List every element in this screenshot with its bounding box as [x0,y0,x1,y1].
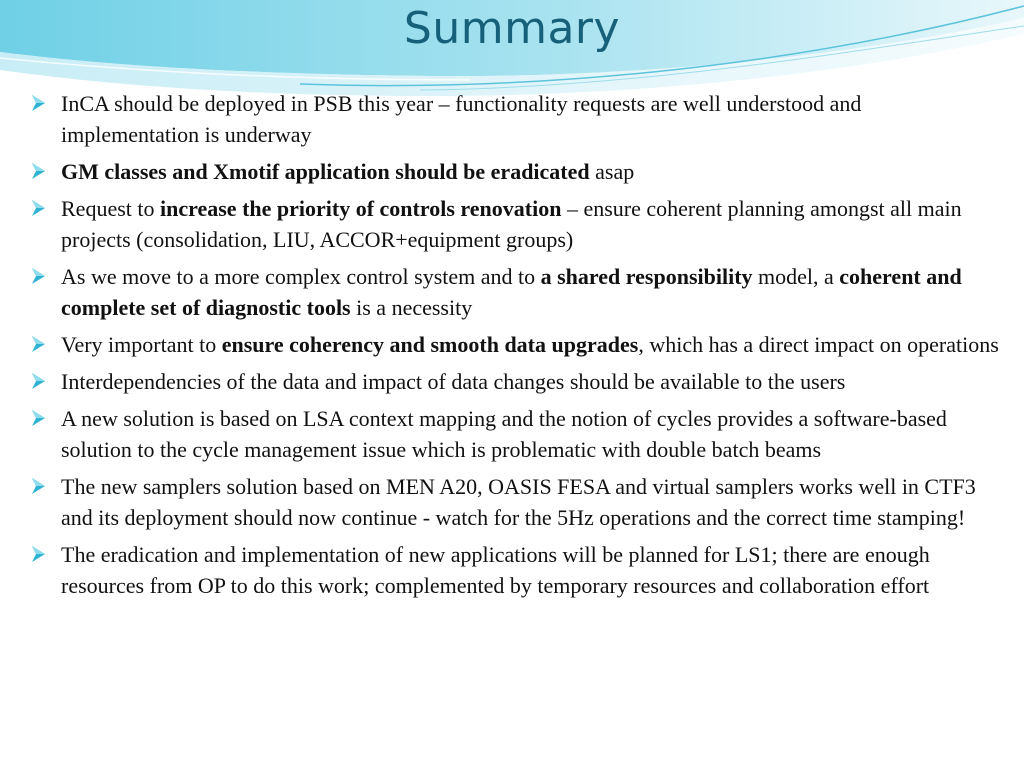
arrowhead-bullet-icon [31,267,46,285]
bullet-text [61,196,962,252]
bullet-item [0,88,1000,150]
bullet-text [61,332,999,357]
arrowhead-bullet-icon [31,94,46,112]
slide-title: Summary [403,3,621,54]
bullet-emphasis: a shared responsibility [540,264,753,289]
bullet-text [61,91,861,147]
bullet-segment: The new samplers solution based on MEN A20, OASIS FESA and virtual samplers works well in CTF3 and its deployment should now continue - watch for the 5Hz operations and the correct time stamping! [61,474,976,530]
bullet-emphasis: GM classes and Xmotif application should be eradicated [61,159,590,184]
bullet-text [61,159,634,184]
bullet-segment: A new solution is based on LSA context mapping and the notion of cycles provides a software-based solution to the cycle management issue which is problematic with double batch beams [61,406,947,462]
bullet-item [0,261,1000,323]
bullet-item [0,403,1000,465]
bullet-text [61,369,845,394]
bullet-item [0,193,1000,255]
bullet-segment: Request to [61,196,160,221]
bullet-emphasis: ensure coherency and smooth data upgrades [221,332,639,357]
bullet-item [0,329,1000,360]
arrowhead-bullet-icon [31,335,46,353]
arrowhead-bullet-icon [31,477,46,495]
bullet-text [61,474,976,530]
bullet-segment: The eradication and implementation of new applications will be planned for LS1; there are enough resources from OP to do this work; complemented by temporary resources and collaboration effort [61,542,930,598]
bullet-text [61,542,930,598]
bullet-segment: is a necessity [350,295,473,320]
arrowhead-bullet-icon [31,199,46,217]
bullet-segment: asap [589,159,635,184]
bullet-segment: Very important to [61,332,222,357]
bullet-item [0,156,1000,187]
bullet-item [0,539,1000,601]
bullet-item [0,366,1000,397]
bullet-segment: Interdependencies of the data and impact of data changes should be available to the users [61,369,846,394]
arrowhead-bullet-icon [31,409,46,427]
bullet-segment: model, a [752,264,840,289]
arrowhead-bullet-icon [31,372,46,390]
arrowhead-bullet-icon [31,162,46,180]
bullet-list [0,88,1000,607]
bullet-item [0,471,1000,533]
bullet-emphasis: increase the priority of controls renovation [160,196,562,221]
bullet-segment: As we move to a more complex control system and to [61,264,541,289]
bullet-text [61,264,962,320]
bullet-emphasis: coherent and complete set of diagnostic tools [61,264,962,320]
bullet-segment: , which has a direct impact on operations [638,332,999,357]
bullet-segment: InCA should be deployed in PSB this year – functionality requests are well understood and implementation is underway [61,91,862,147]
bullet-segment: – ensure coherent planning amongst all main projects (consolidation, LIU, ACCOR+equipment groups) [61,196,962,252]
bullet-text [61,406,947,462]
arrowhead-bullet-icon [31,545,46,563]
